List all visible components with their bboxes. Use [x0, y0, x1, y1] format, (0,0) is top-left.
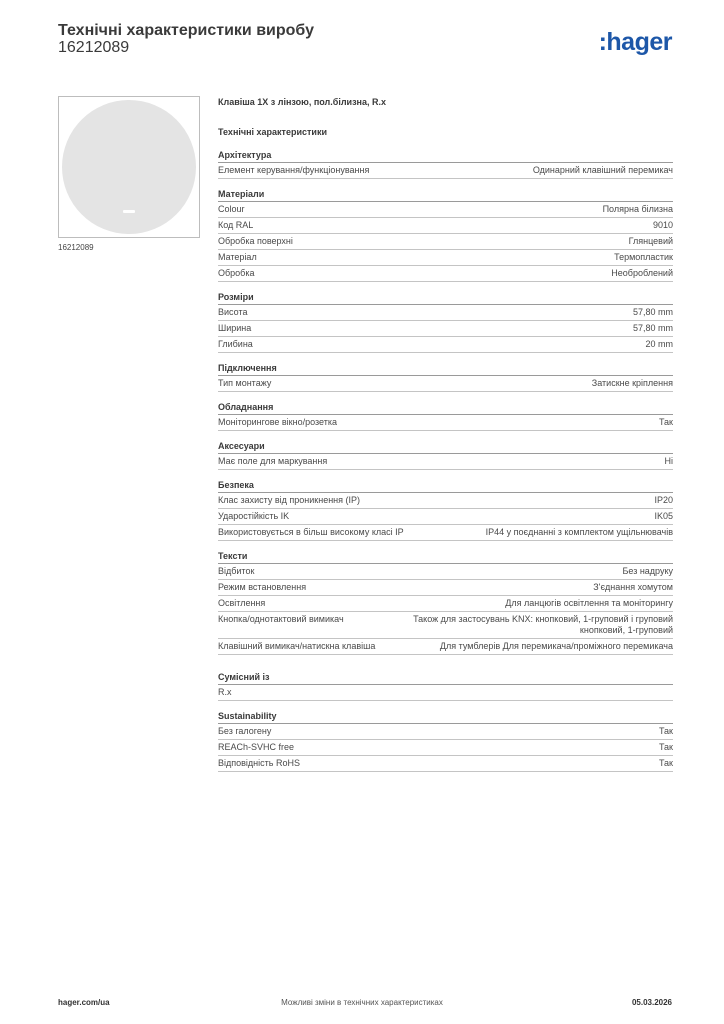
spec-label: Код RAL	[218, 220, 254, 230]
spec-value: Також для застосувань KNX: кнопковий, 1-груповий і груповий кнопковий, 1-груповий	[413, 614, 673, 635]
spec-label: REACh-SVHC free	[218, 742, 295, 752]
footer-date: 05.03.2026	[631, 998, 672, 1007]
spec-value: 57,80 mm	[632, 307, 673, 317]
spec-section	[218, 480, 673, 541]
spec-row	[218, 202, 673, 218]
spec-value: Полярна білизна	[602, 204, 673, 214]
spec-value: Термопластик	[614, 252, 673, 262]
spec-row	[218, 250, 673, 266]
spec-value: Так	[658, 758, 673, 768]
spec-label: R.x	[218, 687, 232, 697]
spec-section	[218, 441, 673, 470]
spec-label: Обробка поверхні	[218, 236, 293, 246]
spec-label: Клас захисту від проникнення (IP)	[218, 495, 361, 505]
spec-value: IP20	[654, 495, 673, 505]
spec-label: Використовується в більш високому класі IP	[218, 527, 404, 537]
spec-section	[218, 189, 673, 282]
section-title: Архітектура	[218, 150, 673, 163]
spec-row	[218, 639, 673, 655]
spec-label: Моніторингове вікно/розетка	[218, 417, 337, 427]
section-title: Sustainability	[218, 711, 673, 724]
spec-value: Для тумблерів Для перемикача/проміжного перемикача	[439, 641, 673, 651]
section-title: Матеріали	[218, 189, 673, 202]
spec-label: Без галогену	[218, 726, 272, 736]
spec-row	[218, 218, 673, 234]
spec-label: Режим встановлення	[218, 582, 307, 592]
spec-label: Тип монтажу	[218, 378, 272, 388]
spec-section	[218, 551, 673, 655]
page-title: Технічні характеристики виробу	[58, 22, 314, 39]
spec-row	[218, 321, 673, 337]
spec-row	[218, 756, 673, 772]
section-title: Тексти	[218, 551, 673, 564]
spec-value: 9010	[652, 220, 673, 230]
section-title: Обладнання	[218, 402, 673, 415]
spec-section	[218, 363, 673, 392]
spec-row	[218, 163, 673, 179]
spec-label: Обробка	[218, 268, 255, 278]
spec-label: Ударостійкість IK	[218, 511, 290, 521]
spec-value: Без надруку	[622, 566, 673, 576]
spec-label: Елемент керування/функціонування	[218, 165, 370, 175]
image-caption: 16212089	[58, 243, 94, 252]
logo-text: hager	[606, 28, 672, 56]
spec-label: Глибина	[218, 339, 253, 349]
spec-value: Одинарний клавішний перемикач	[532, 165, 673, 175]
spec-section	[218, 150, 673, 179]
spec-value: 57,80 mm	[632, 323, 673, 333]
spec-label: Відповідність RoHS	[218, 758, 300, 768]
spec-label: Відбиток	[218, 566, 255, 576]
spec-sections	[218, 150, 673, 772]
spec-label: Кнопка/однотактовий вимикач	[218, 614, 344, 624]
section-title: Сумісний із	[218, 672, 673, 685]
spec-row	[218, 509, 673, 525]
spec-label: Освітлення	[218, 598, 266, 608]
spec-value: З'єднання хомутом	[593, 582, 673, 592]
tech-specs-title: Технічні характеристики	[218, 127, 327, 137]
section-title: Безпека	[218, 480, 673, 493]
spec-value: Глянцевий	[628, 236, 673, 246]
spec-section	[218, 292, 673, 353]
spec-row	[218, 612, 673, 639]
spec-label: Висота	[218, 307, 248, 317]
product-title: Клавіша 1Х з лінзою, пол.білизна, R.x	[218, 97, 386, 107]
spec-row	[218, 415, 673, 431]
product-code: 16212089	[58, 39, 130, 56]
switch-cover-circle	[62, 100, 196, 234]
spec-value: IP44 у поєднанні з комплектом ущільнювачів	[485, 527, 673, 537]
footer-site: hager.com/ua	[58, 998, 110, 1007]
lens-indicator	[123, 210, 135, 213]
spec-value: Так	[658, 417, 673, 427]
spec-row	[218, 580, 673, 596]
spec-row	[218, 685, 673, 701]
spec-row	[218, 376, 673, 392]
section-title: Підключення	[218, 363, 673, 376]
spec-value: IK05	[654, 511, 673, 521]
spec-section	[218, 402, 673, 431]
footer-note: Можливі зміни в технічних характеристиках	[281, 998, 443, 1007]
spec-value: Так	[658, 742, 673, 752]
spec-row	[218, 454, 673, 470]
spec-row	[218, 305, 673, 321]
spec-row	[218, 564, 673, 580]
spec-row	[218, 234, 673, 250]
spec-label: Ширина	[218, 323, 252, 333]
hager-logo: :hager	[598, 28, 672, 56]
spec-content	[218, 97, 673, 782]
spec-value: Так	[658, 726, 673, 736]
spec-label: Colour	[218, 204, 245, 214]
spec-value: 20 mm	[645, 339, 673, 349]
spec-value: Необроблений	[611, 268, 673, 278]
spec-value: Для ланцюгів освітлення та моніторингу	[505, 598, 673, 608]
spec-row	[218, 493, 673, 509]
spec-value: Ні	[664, 456, 673, 466]
section-title: Аксесуари	[218, 441, 673, 454]
spec-label: Матеріал	[218, 252, 257, 262]
spec-row	[218, 724, 673, 740]
section-title: Розміри	[218, 292, 673, 305]
spec-section	[218, 672, 673, 701]
spec-section	[218, 711, 673, 772]
spec-row	[218, 337, 673, 353]
spec-row	[218, 596, 673, 612]
spec-row	[218, 525, 673, 541]
spec-row	[218, 266, 673, 282]
product-image	[58, 96, 200, 238]
spec-label: Клавішний вимикач/натискна клавіша	[218, 641, 376, 651]
spec-label: Має поле для маркування	[218, 456, 328, 466]
spec-value: Затискне кріплення	[591, 378, 673, 388]
spec-row	[218, 740, 673, 756]
